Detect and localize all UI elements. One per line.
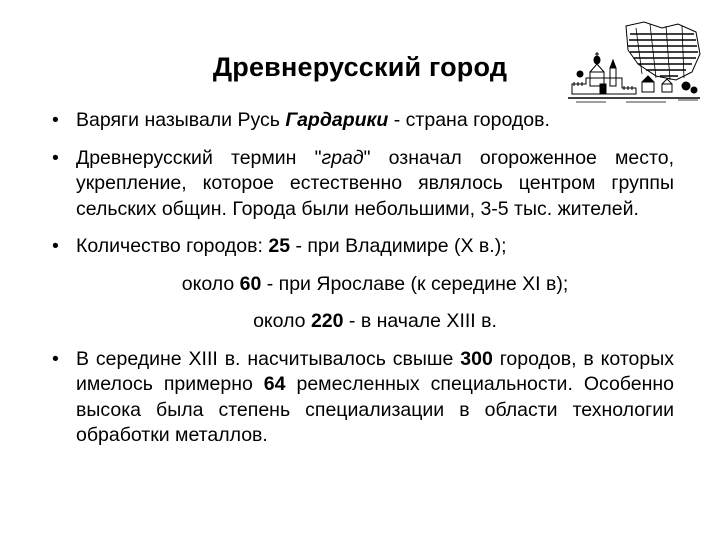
bullet-marker: •: [52, 146, 59, 169]
bullet-value: 64: [263, 373, 286, 395]
bullet-crafts: [48, 347, 674, 449]
bullet-marker: •: [52, 347, 59, 370]
bullet-value: 25: [268, 235, 291, 257]
bullet-text: В середине XIII в. насчитывалось свыше: [76, 347, 461, 370]
line-text: - в начале XIII в.: [343, 310, 497, 332]
bullet-text: - страна городов.: [388, 109, 550, 131]
line-text: около: [253, 310, 311, 332]
bullet-text: городов, в которых имелось примерно: [76, 347, 674, 395]
centered-line-xiii: [48, 309, 674, 335]
line-text: около: [181, 272, 240, 295]
bullet-varangians: [48, 108, 674, 134]
slide-content: [48, 108, 674, 461]
slide-title: Древнерусский город: [212, 52, 508, 82]
bullet-text: - при Владимире (X в.);: [290, 235, 507, 257]
bullet-marker: •: [52, 109, 59, 131]
line-value: 220: [310, 310, 344, 332]
old-town-engraving-icon: [566, 14, 702, 104]
bullet-emphasis: Гардарики: [285, 109, 389, 131]
bullet-city-count: [48, 234, 674, 260]
bullet-text: ремесленных специальности. Особенно высока была степень специализации в области технологии обработки металлов.: [76, 373, 674, 446]
bullet-value: 300: [460, 347, 493, 370]
bullet-text: Древнерусский термин ": [76, 146, 322, 169]
bullet-grad-term: [48, 146, 674, 223]
bullet-text: Количество городов:: [76, 235, 269, 257]
line-value: 60: [239, 272, 262, 295]
bullet-text: Варяги называли Русь: [76, 109, 286, 131]
bullet-marker: •: [52, 235, 59, 257]
centered-line-yaroslav: [48, 272, 674, 298]
bullet-text: " означал огороженное место, укрепление, которое естественно являлось центром группы сельских общин. Города были небольшими, 3-5 тыс. жителей.: [76, 146, 675, 220]
bullet-emphasis: град: [321, 146, 364, 169]
line-text: - при Ярославе (к середине XI в);: [261, 272, 569, 295]
